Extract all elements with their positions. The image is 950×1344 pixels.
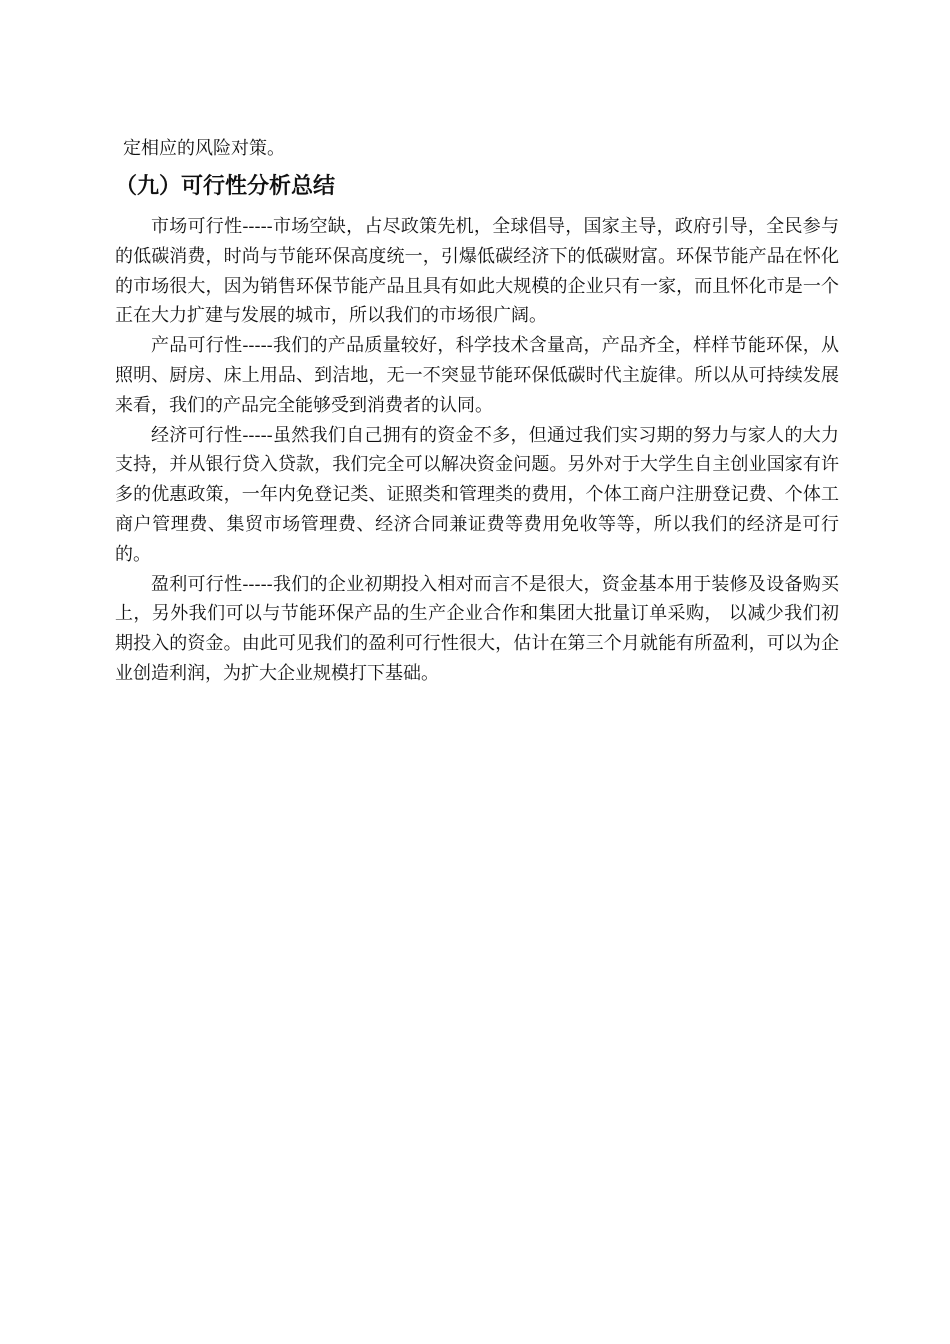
carryover-line: 定相应的风险对策。 [123, 138, 285, 159]
section-heading: （九）可行性分析总结 [115, 174, 336, 199]
paragraph-market-feasibility: 市场可行性-----市场空缺，占尽政策先机，全球倡导，国家主导，政府引导，全民参与的低碳消费，时尚与节能环保高度统一，引爆低碳经济下的低碳财富。环保节能产品在怀化的市场很大，因为销售环保节能产品且具有如此大规模的企业只有一家，而且怀化市是一个正在大力扩建与发展的城市，所以我们的市场很广阔。 [115, 216, 839, 327]
paragraph-economic-feasibility: 经济可行性-----虽然我们自己拥有的资金不多，但通过我们实习期的努力与家人的大力支持，并从银行贷入贷款，我们完全可以解决资金问题。另外对于大学生自主创业国家有许多的优惠政策，一年内免登记类、证照类和管理类的费用，个体工商户注册登记费、个体工商户管理费、集贸市场管理费、经济合同兼证费等费用免收等等，所以我们的经济是可行的。 [115, 424, 839, 565]
paragraph-profit-feasibility: 盈利可行性-----我们的企业初期投入相对而言不是很大，资金基本用于装修及设备购买上，另外我们可以与节能环保产品的生产企业合作和集团大批量订单采购， 以减少我们初期投入的资金。由此可见我们的盈利可行性很大，估计在第三个月就能有所盈利，可以为企业创造利润，为扩大企业规模打下基础。 [115, 573, 839, 684]
document-body [115, 136, 839, 689]
paragraph-product-feasibility: 产品可行性-----我们的产品质量较好，科学技术含量高，产品齐全，样样节能环保，从照明、厨房、床上用品、到洁地，无一不突显节能环保低碳时代主旋律。所以从可持续发展来看，我们的产品完全能够受到消费者的认同。 [115, 335, 839, 416]
